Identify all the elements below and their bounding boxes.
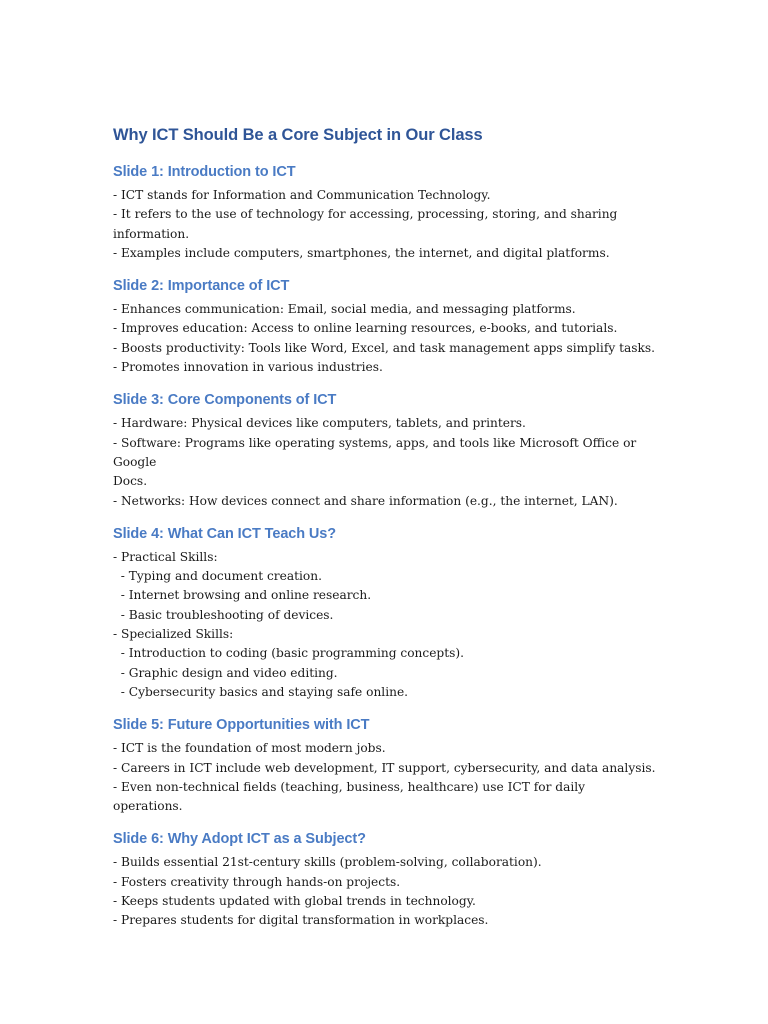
section-heading: Slide 1: Introduction to ICT (113, 164, 296, 180)
body-line: - Even non-technical fields (teaching, business, healthcare) use ICT for daily operations. (113, 779, 589, 814)
body-line: - Software: Programs like operating systems, apps, and tools like Microsoft Office or Google (113, 435, 641, 469)
body-line: - Improves education: Access to online learning resources, e-books, and tutorials. (113, 321, 618, 336)
body-line: - Specialized Skills: (113, 627, 234, 642)
section-slide-3 (113, 390, 658, 510)
section-heading: Slide 5: Future Opportunities with ICT (113, 717, 370, 734)
section-slide-5 (113, 715, 658, 816)
body-line: - It refers to the use of technology for accessing, processing, storing, and sharing (113, 207, 618, 222)
body-line: - Boosts productivity: Tools like Word, Excel, and task management apps simplify tasks. (113, 340, 656, 355)
body-line: - Basic troubleshooting of devices. (113, 607, 334, 622)
body-line: - ICT is the foundation of most modern jobs. (113, 741, 386, 756)
document-body (113, 162, 658, 931)
section-slide-6 (113, 829, 658, 930)
section-heading: Slide 3: Core Components of ICT (113, 392, 337, 409)
body-line: - Prepares students for digital transformation in workplaces. (113, 913, 489, 928)
section-heading: Slide 2: Importance of ICT (113, 278, 290, 295)
body-line: - Promotes innovation in various industries. (113, 360, 383, 375)
body-line: - Cybersecurity basics and staying safe online. (113, 684, 409, 699)
body-line: - Practical Skills: (113, 549, 218, 564)
document-title: Why ICT Should Be a Core Subject in Our Class (113, 126, 483, 144)
body-line: - Careers in ICT include web development, IT support, cybersecurity, and data analysis. (113, 760, 656, 775)
section-heading: Slide 4: What Can ICT Teach Us? (113, 525, 337, 542)
body-line: - Typing and document creation. (113, 569, 322, 584)
body-line: - Networks: How devices connect and share information (e.g., the internet, LAN). (113, 493, 618, 508)
section-slide-2 (113, 276, 658, 377)
body-line: - Hardware: Physical devices like computers, tablets, and printers. (113, 416, 526, 431)
document-page (113, 124, 658, 944)
section-heading: Slide 6: Why Adopt ICT as a Subject? (113, 831, 366, 848)
body-line: - Internet browsing and online research. (113, 588, 372, 603)
body-line: - Graphic design and video editing. (113, 665, 338, 680)
body-line: - Examples include computers, smartphones, the internet, and digital platforms. (113, 245, 610, 260)
body-line: - Enhances communication: Email, social media, and messaging platforms. (113, 302, 576, 317)
body-line: - Fosters creativity through hands-on projects. (113, 874, 401, 889)
body-line: Docs. (113, 474, 148, 489)
body-line: - ICT stands for Information and Communication Technology. (113, 188, 491, 202)
body-line: - Builds essential 21st-century skills (problem-solving, collaboration). (113, 855, 542, 870)
body-line: - Keeps students updated with global trends in technology. (113, 894, 476, 909)
section-slide-1 (113, 162, 658, 263)
section-slide-4 (113, 524, 658, 702)
body-line: information. (113, 226, 190, 241)
body-line: - Introduction to coding (basic programming concepts). (113, 646, 464, 661)
